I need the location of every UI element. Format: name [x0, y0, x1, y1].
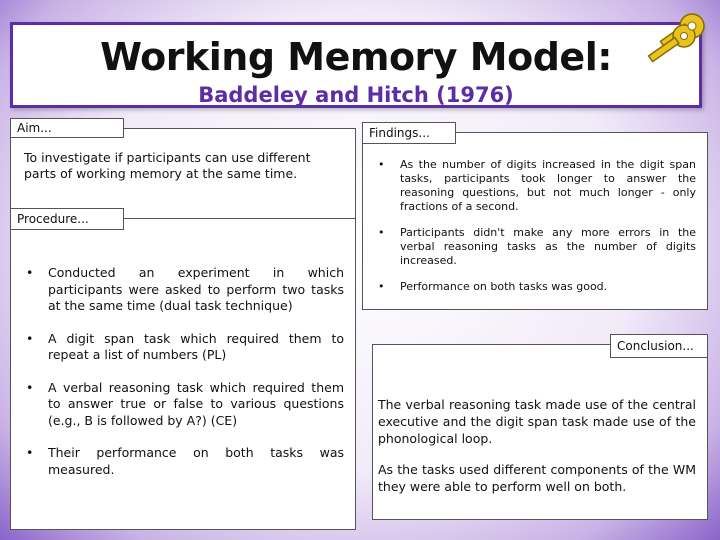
bullet-icon: •	[378, 226, 385, 239]
bullet-icon: •	[26, 379, 34, 395]
list-item: • Performance on both tasks was good.	[378, 280, 608, 293]
list-item: • Conducted an experiment in which participants were asked to perform two tasks at the same time (dual task technique)	[26, 265, 344, 313]
findings-list	[378, 158, 696, 306]
bullet-icon: •	[26, 330, 34, 346]
bullet-icon: •	[378, 280, 385, 293]
conclusion-text	[378, 396, 696, 509]
list-item: • As the number of digits increased in the digit span tasks, participants took longer to answer the reasoning questions, but not much longer - only fractions of a second.	[378, 158, 696, 213]
procedure-list	[26, 265, 344, 494]
conclusion-label: Conclusion...	[610, 334, 708, 358]
page-subtitle: Baddeley and Hitch (1976)	[198, 83, 514, 107]
procedure-label: Procedure...	[10, 208, 124, 230]
page-title: Working Memory Model:	[100, 35, 612, 79]
bullet-icon: •	[378, 158, 385, 171]
keys-icon	[640, 6, 712, 78]
title-box	[10, 22, 702, 108]
list-item: • A verbal reasoning task which required them to answer true or false to various questions (e.g., B is followed by A?) (CE)	[26, 379, 344, 428]
list-item: • Participants didn't make any more errors in the verbal reasoning tasks as the number of digits increased.	[378, 226, 696, 267]
list-item: • Their performance on both tasks was measured.	[26, 445, 344, 477]
findings-label: Findings...	[362, 122, 456, 144]
bullet-icon: •	[26, 265, 34, 280]
conclusion-paragraph: The verbal reasoning task made use of the central executive and the digit span task made use of the phonological loop.	[378, 397, 696, 446]
conclusion-paragraph: As the tasks used different components of the WM they were able to perform well on both.	[378, 462, 696, 494]
bullet-icon: •	[26, 445, 34, 460]
aim-text: To investigate if participants can use different parts of working memory at the same time.	[24, 150, 311, 181]
aim-label: Aim...	[10, 118, 124, 138]
list-item: • A digit span task which required them to repeat a list of numbers (PL)	[26, 330, 344, 362]
